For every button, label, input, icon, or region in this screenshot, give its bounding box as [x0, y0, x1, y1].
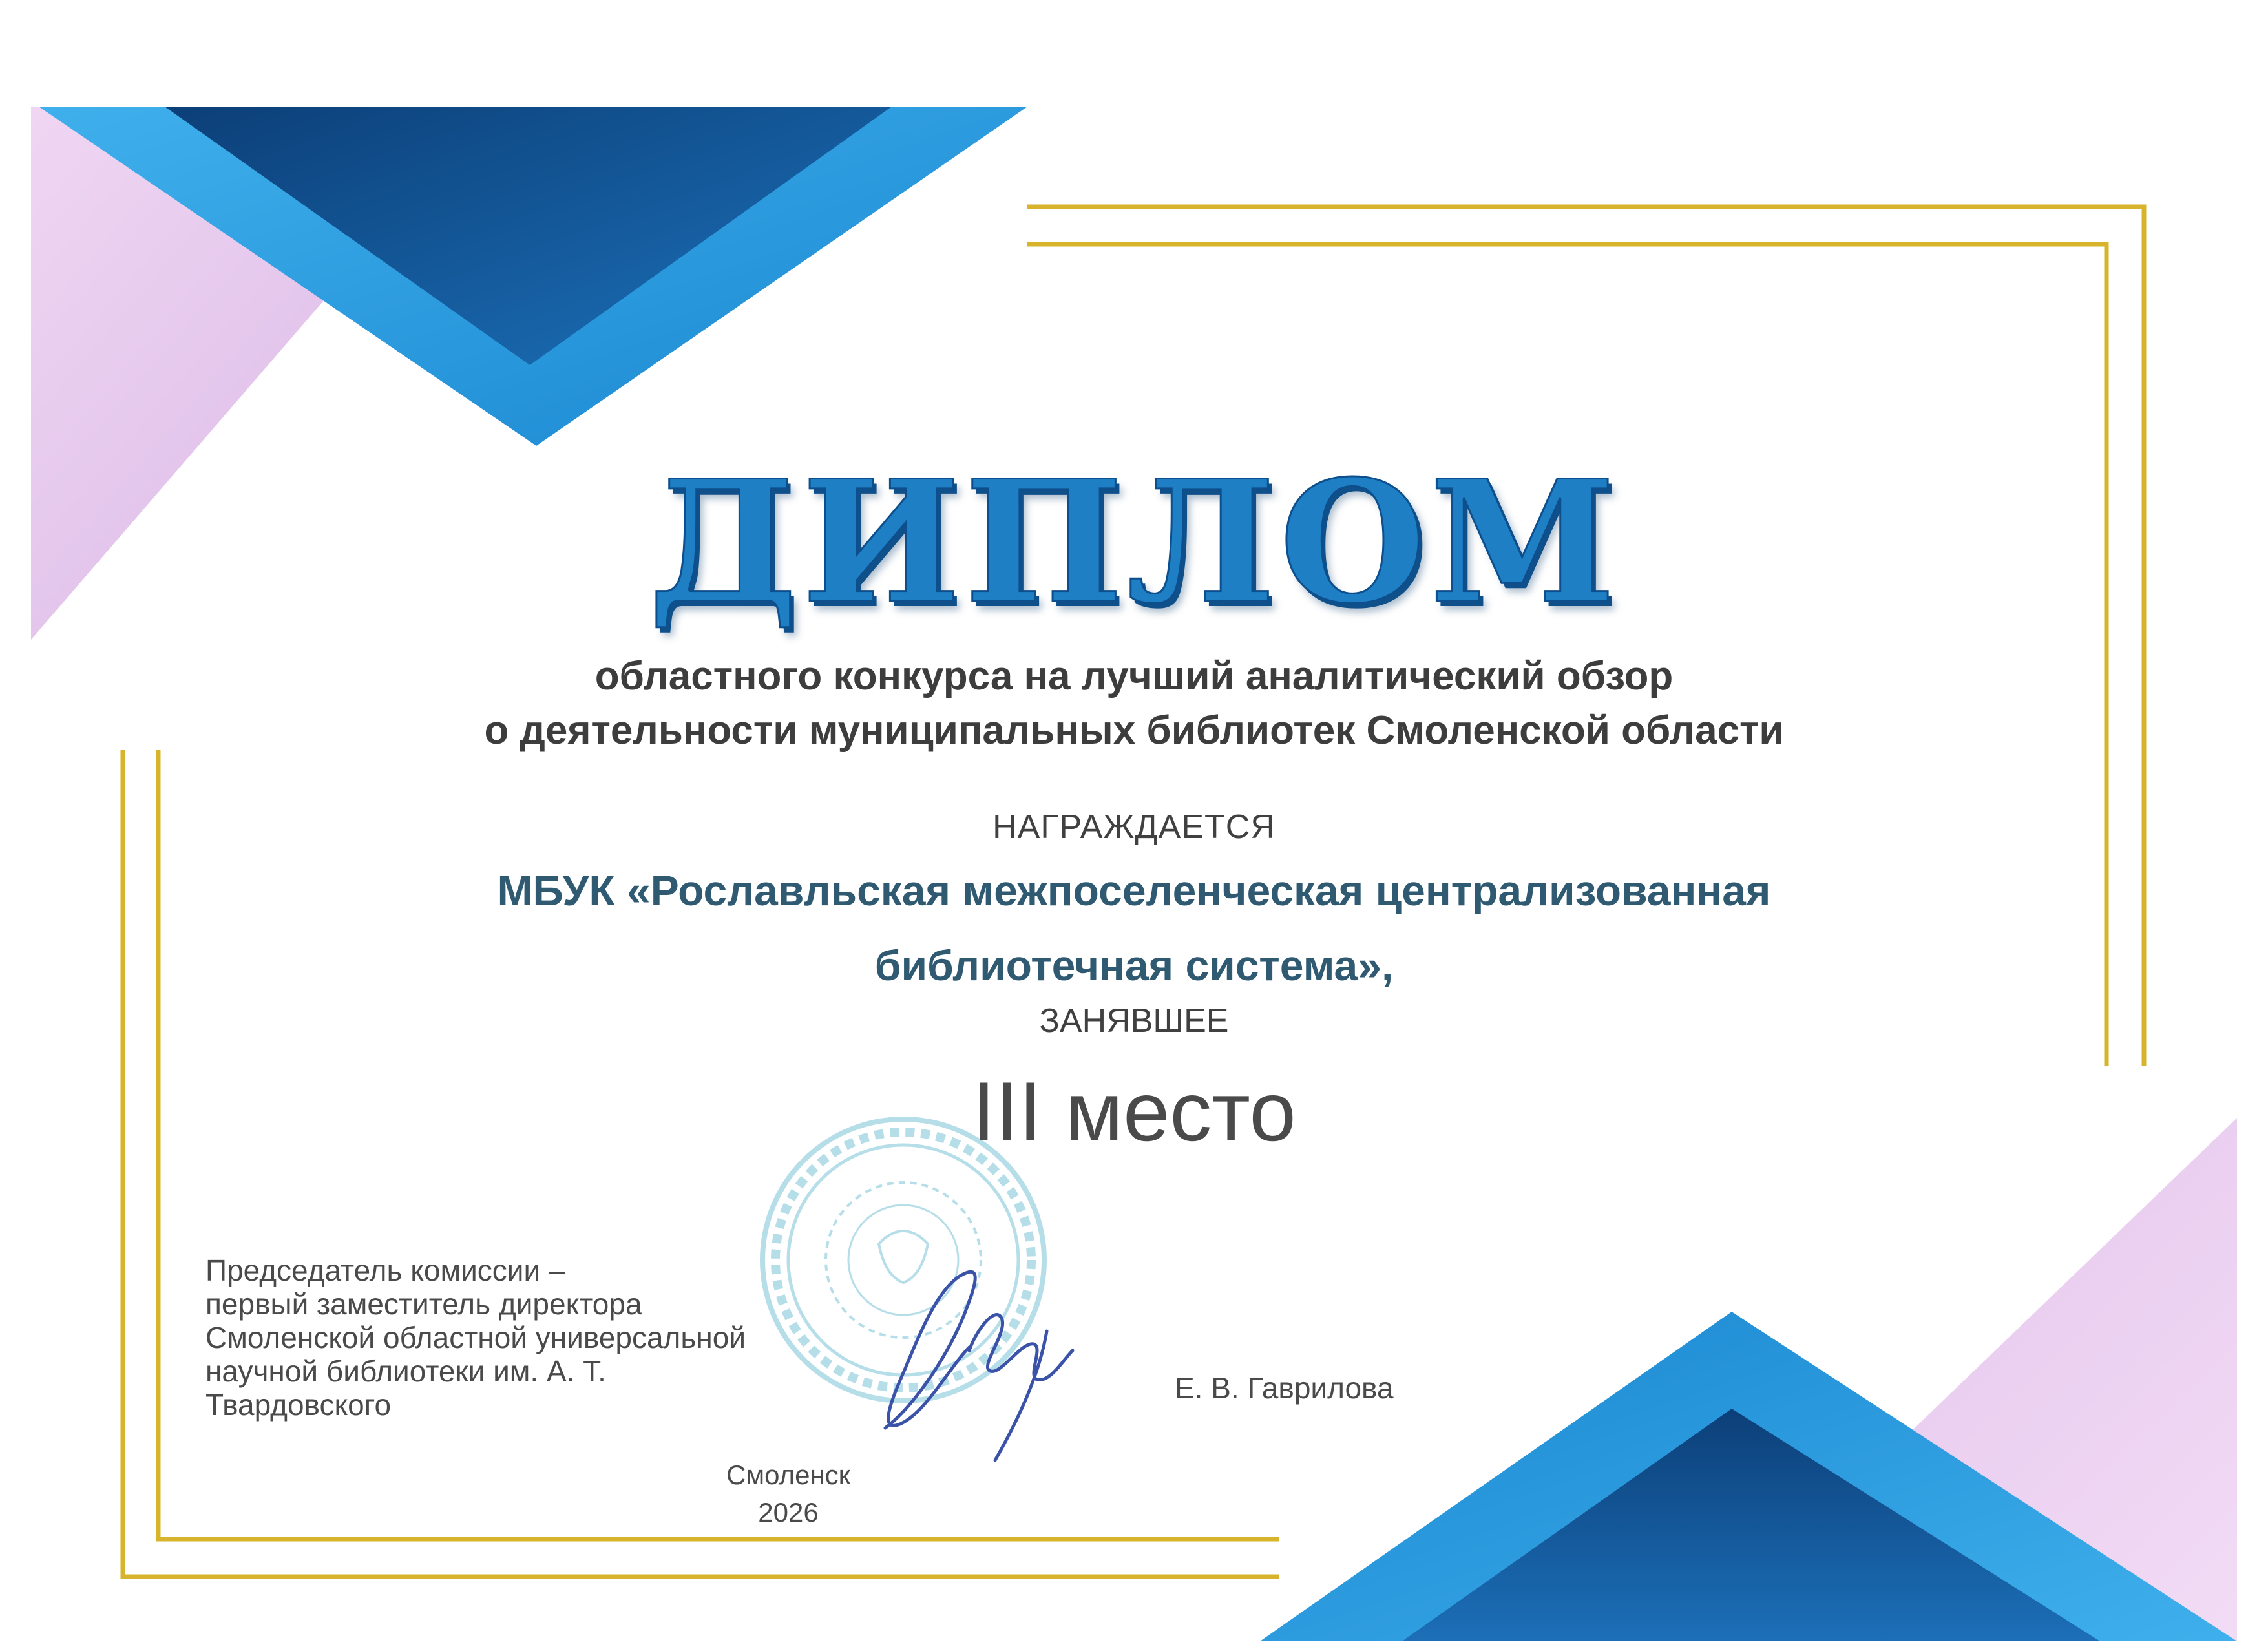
signer-position: Председатель комиссии – первый заместитель директора Смоленской областной универсальной научной библиотеки им. А. Т. Твардовского [205, 1254, 746, 1422]
contest-description [0, 649, 2268, 758]
issue-city: Смоленск [726, 1460, 851, 1490]
placed-label: ЗАНЯВШЕЕ [1039, 1002, 1229, 1040]
handwritten-signature-icon [885, 1272, 1073, 1460]
recipient-organization-line-1: МБУК «Рославльская межпоселенческая централизованная [497, 867, 1771, 914]
contest-description-line-2: о деятельности муниципальных библиотек Смоленской области [484, 708, 1784, 753]
awarded-label: НАГРАЖДАЕТСЯ [992, 808, 1276, 846]
contest-description-line-1: областного конкурса на лучший аналитический обзор [594, 654, 1674, 698]
recipient-organization-line-2: библиотечная система», [874, 941, 1394, 989]
award-place: III место [972, 1064, 1296, 1159]
recipient-organization [0, 853, 2268, 1003]
signer-name: Е. В. Гаврилова [1175, 1371, 1394, 1405]
diploma-title: ДИПЛОМ [648, 444, 1620, 641]
issue-year: 2026 [758, 1497, 819, 1528]
